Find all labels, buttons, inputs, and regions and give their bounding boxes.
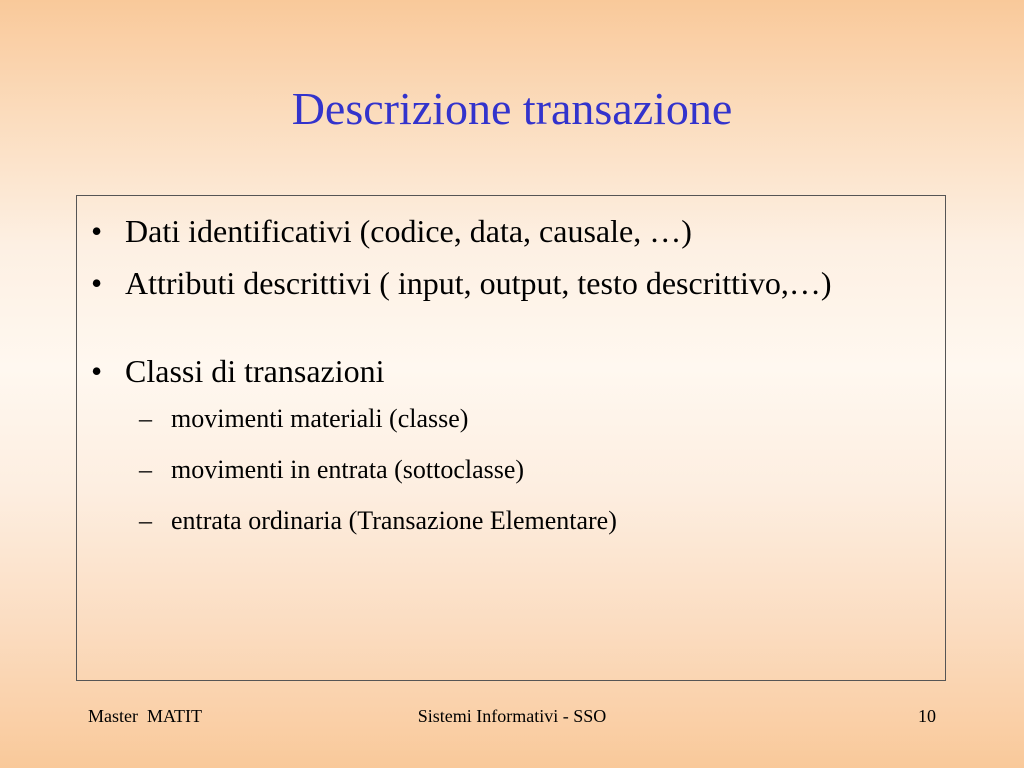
sub-bullet-item <box>77 402 945 436</box>
sub-bullet-marker: – <box>139 404 152 433</box>
slide-title: Descrizione transazione <box>291 83 733 134</box>
bullet-item <box>77 210 945 252</box>
bullet-marker: • <box>91 353 103 389</box>
sub-bullet-text: movimenti in entrata (sottoclasse) <box>171 455 525 484</box>
sub-bullet-marker: – <box>139 455 152 484</box>
bullet-text: Attributi descrittivi ( input, output, testo descrittivo,…) <box>125 265 832 301</box>
sub-bullet-text: entrata ordinaria (Transazione Elementare) <box>171 506 617 535</box>
page-number: 10 <box>918 706 936 726</box>
bullet-marker: • <box>91 213 103 249</box>
content-box <box>76 195 946 681</box>
footer-left: Master MATIT <box>88 706 202 726</box>
bullet-text: Dati identificativi (codice, data, causale, …) <box>125 213 692 249</box>
bullet-item <box>77 262 945 304</box>
sub-bullet-marker: – <box>139 506 152 535</box>
sub-bullet-text: movimenti materiali (classe) <box>171 404 469 433</box>
bullet-item <box>77 350 945 392</box>
sub-bullet-item <box>77 453 945 487</box>
sub-bullet-item <box>77 504 945 538</box>
bullet-marker: • <box>91 265 103 301</box>
bullet-text: Classi di transazioni <box>125 353 385 389</box>
footer-center: Sistemi Informativi - SSO <box>417 706 607 726</box>
